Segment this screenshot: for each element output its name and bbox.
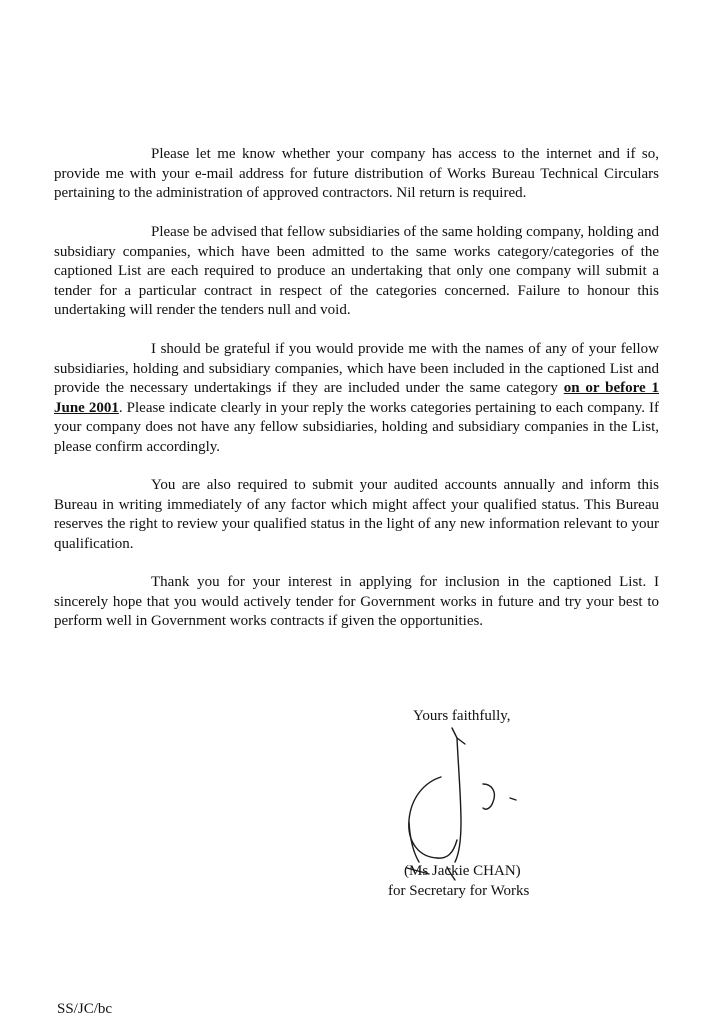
deadline-emphasis: on or before 1 June 2001	[54, 380, 659, 416]
signature-stroke	[409, 777, 457, 858]
paragraph-undertaking: Please be advised that fellow subsidiaries of the same holding company, holding and subsidiary companies, which have been admitted to the same works category/categories of the captioned List are each required to produce an undertaking that only one company will submit a tender for a particular contract in respect of the categories concerned. Failure to honour this undertaking will render the tenders null and void.	[54, 224, 659, 319]
paragraph-subsidiaries-request	[54, 340, 659, 458]
closing-salutation: Yours faithfully,	[413, 708, 511, 724]
handwritten-signature	[395, 722, 535, 882]
paragraph-audited-accounts: You are also required to submit your audited accounts annually and inform this Bureau in writing immediately of any factor which might affect your qualified status. This Bureau reserves the right to review your qualified status in the light of any new information relevant to your qualification.	[54, 477, 659, 552]
signatory-title: for Secretary for Works	[388, 883, 530, 899]
signatory-name: (Ms Jackie CHAN)	[404, 863, 521, 879]
paragraph-text-after: . Please indicate clearly in your reply the works categories pertaining to each company. If your company does not have any fellow subsidiaries, holding and subsidiary companies in the List, please confirm accordingly.	[54, 399, 660, 455]
signature-stroke	[483, 784, 494, 809]
signature-stroke	[452, 728, 465, 744]
paragraph-thank-you: Thank you for your interest in applying for inclusion in the captioned List. I sincerely hope that you would actively tender for Government works in future and try your best to perform well in Government works contracts if given the opportunities.	[54, 574, 659, 630]
paragraph-text-before: I should be grateful if you would provide me with the names of any of your fellow subsidiaries, holding and subsidiary companies, which have been included in the captioned List and provide the necessary undertakings if they are included under the same category	[54, 341, 659, 397]
signature-stroke	[409, 822, 419, 862]
signature-stroke	[510, 798, 516, 800]
paragraph-internet-access: Please let me know whether your company has access to the internet and if so, provide me with your e-mail address for future distribution of Works Bureau Technical Circulars pertaining to the administration of approved contractors. Nil return is required.	[54, 146, 659, 202]
reference-initials: SS/JC/bc	[57, 1001, 113, 1017]
